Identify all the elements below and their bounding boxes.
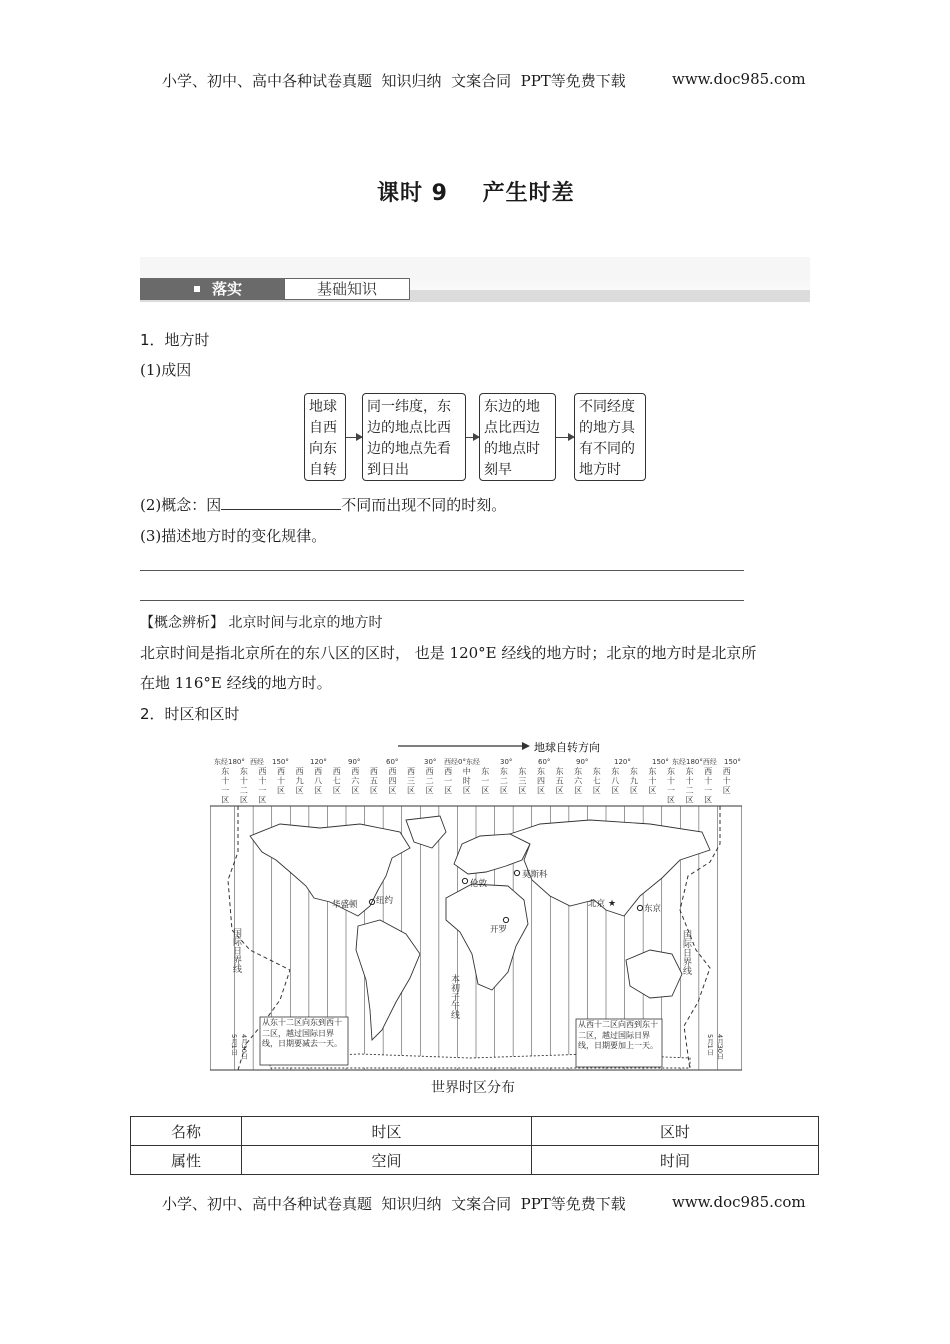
page-footer-right: www.doc985.com — [672, 1193, 806, 1211]
zone-label-char: 西 — [332, 767, 341, 776]
longitude-label: 30° — [424, 758, 437, 766]
zone-label-char: 区 — [722, 786, 731, 795]
world-time-zone-map — [210, 740, 742, 1072]
square-bullet-icon — [194, 286, 200, 292]
right-date-note: 从西十二区向西到东十二区，越过国际日界线，日期要加上一天。 — [578, 1020, 658, 1050]
zone-label-char: 十 — [685, 776, 694, 786]
date-line-label-left: 国际日界线 — [231, 928, 241, 973]
longitude-label: 120° — [310, 758, 327, 766]
zone-label-char: 二 — [685, 786, 694, 795]
zone-label-char: 二 — [499, 776, 508, 786]
longitude-label: 60° — [538, 758, 551, 766]
analysis-heading: 【概念辨析】 北京时间与北京的地方时 — [140, 615, 383, 631]
zone-label-char: 五 — [555, 776, 564, 786]
zone-label-char: 区 — [407, 786, 415, 795]
map-caption: 世界时区分布 — [431, 1080, 515, 1096]
zone-label-char: 区 — [239, 795, 248, 805]
flow-arrow-2 — [466, 437, 479, 438]
zone-label-char: 一 — [444, 776, 453, 786]
zone-label-char: 七 — [332, 776, 341, 786]
zone-label-char: 西 — [425, 767, 434, 776]
zone-label-char: 一 — [481, 776, 490, 786]
zone-label-char: 区 — [277, 786, 285, 795]
zone-label-char: 十 — [239, 776, 248, 786]
zone-label-char: 时 — [462, 776, 471, 786]
city-london: 伦敦 — [470, 879, 488, 889]
zone-label-char: 四 — [537, 776, 545, 786]
zone-label-char: 区 — [332, 786, 341, 795]
zone-label-char: 东 — [611, 767, 620, 776]
longitude-label: 90° — [348, 758, 361, 766]
table-cell: 时区 — [242, 1117, 532, 1146]
zone-label-char: 西 — [722, 767, 731, 776]
left-date-apr30: 4月30日 — [240, 1034, 248, 1060]
zone-label-char: 区 — [592, 786, 601, 795]
analysis-line-2: 在地 116°E 经线的地方时。 — [140, 674, 332, 692]
flow-box-3-line: 的地点时 — [484, 441, 540, 457]
zone-label-char: 区 — [555, 786, 564, 795]
concept-blank[interactable] — [221, 495, 341, 510]
section2-heading: 2．时区和区时 — [140, 705, 240, 723]
city-cairo: 开罗 — [490, 925, 508, 935]
longitude-label: 150° — [724, 758, 741, 766]
zone-label-char: 西 — [704, 767, 713, 776]
zone-label-char: 中 — [462, 767, 471, 776]
zone-label-char: 三 — [407, 776, 415, 786]
longitude-label: 120° — [614, 758, 631, 766]
zone-label-char: 区 — [221, 795, 230, 805]
flow-box-1-line: 地球 — [309, 399, 337, 415]
answer-line-2[interactable] — [140, 600, 744, 601]
concept-line — [140, 494, 506, 515]
zone-label-char: 西 — [407, 767, 415, 776]
zone-label-char: 区 — [444, 786, 453, 795]
zone-label-char: 东 — [221, 767, 230, 776]
describe-label: (3)描述地方时的变化规律。 — [140, 527, 327, 545]
section1-heading: 1．地方时 — [140, 331, 210, 349]
zone-label-char: 十 — [722, 776, 731, 786]
zone-label-char: 十 — [221, 776, 230, 786]
flow-box-3 — [479, 393, 556, 481]
left-date-may1: 5月1日 — [230, 1034, 238, 1056]
longitude-label: 东经180° — [214, 758, 245, 766]
zone-label-char: 区 — [295, 786, 304, 795]
flow-box-1-line: 自转 — [309, 462, 337, 478]
zone-label-char: 区 — [574, 786, 583, 795]
zone-label-char: 九 — [629, 776, 638, 786]
flow-arrow-1 — [346, 437, 362, 438]
zone-label-char: 十 — [258, 776, 267, 786]
flow-box-4-line: 有不同的 — [579, 441, 635, 457]
zone-label-char: 区 — [369, 786, 378, 795]
table-cell: 名称 — [131, 1117, 242, 1146]
zone-label-char: 西 — [295, 767, 304, 776]
zone-label-char: 区 — [481, 786, 490, 795]
page-title: 课时 9 产生时差 — [377, 181, 575, 206]
page-header-left: 小学、初中、高中各种试卷真题 知识归纳 文案合同 PPT等免费下载 — [162, 72, 626, 90]
flow-box-2-line: 到日出 — [367, 462, 409, 478]
zone-label-char: 十 — [704, 776, 713, 786]
rotation-direction-label: 地球自转方向 — [534, 741, 600, 754]
zone-label-char: 五 — [369, 776, 378, 786]
longitude-label: 60° — [386, 758, 399, 766]
flow-box-1-line: 向东 — [309, 441, 337, 457]
zone-label-char: 六 — [574, 776, 583, 786]
zone-label-char: 一 — [221, 786, 230, 795]
table-cell: 属性 — [131, 1146, 242, 1175]
zone-label-char: 东 — [555, 767, 564, 776]
zone-label-char: 东 — [537, 767, 545, 776]
zone-label-char: 九 — [295, 776, 304, 786]
longitude-label: 西经 — [250, 758, 264, 766]
zone-label-char: 区 — [537, 786, 545, 795]
longitude-label: 西经0°东经 — [444, 758, 480, 766]
date-line-label-right: 国际日界线 — [681, 930, 691, 975]
flow-box-1 — [304, 393, 346, 481]
zone-label-char: 区 — [667, 795, 675, 805]
zone-label-char: 区 — [314, 786, 323, 795]
zone-label-char: 区 — [351, 786, 360, 795]
page-footer-left: 小学、初中、高中各种试卷真题 知识归纳 文案合同 PPT等免费下载 — [162, 1195, 626, 1213]
zone-label-char: 东 — [499, 767, 508, 776]
zone-label-char: 东 — [481, 767, 490, 776]
longitude-label: 东经180°西经 — [672, 758, 717, 766]
zone-label-char: 八 — [314, 776, 323, 786]
banner-light-label: 基础知识 — [284, 278, 410, 300]
answer-line-1[interactable] — [140, 570, 744, 571]
zone-label-char: 东 — [574, 767, 583, 776]
zone-label-char: 十 — [648, 776, 657, 786]
zone-label-char: 四 — [388, 776, 397, 786]
flow-arrow-3 — [556, 437, 574, 438]
banner-dark-label: 落实 — [212, 280, 243, 298]
zone-label-char: 西 — [314, 767, 323, 776]
flow-box-2-line: 同一纬度，东 — [367, 399, 451, 415]
zone-label-char: 东 — [648, 767, 657, 776]
zone-label-char: 西 — [388, 767, 397, 776]
table-row — [131, 1117, 819, 1146]
city-beijing: 北京 — [588, 899, 606, 909]
zone-label-char: 西 — [369, 767, 378, 776]
zone-label-char: 区 — [685, 795, 694, 805]
analysis-line-1: 北京时间是指北京所在的东八区的区时， 也是 120°E 经线的地方时；北京的地方时是北京所 — [140, 644, 757, 662]
zone-label-char: 西 — [351, 767, 360, 776]
zone-label-char: 一 — [704, 786, 713, 795]
flow-box-3-line: 东边的地 — [484, 399, 540, 415]
flow-box-3-line: 点比西边 — [484, 420, 540, 436]
svg-text:★: ★ — [608, 899, 617, 909]
zone-label-char: 区 — [611, 786, 620, 795]
concept-prefix: (2)概念：因 — [140, 496, 222, 514]
cause-label: (1)成因 — [140, 361, 192, 379]
zone-label-char: 东 — [239, 767, 248, 776]
flow-box-2-line: 边的地点先看 — [367, 441, 451, 457]
zone-label-char: 二 — [239, 786, 248, 795]
zone-label-char: 六 — [351, 776, 360, 786]
zone-label-char: 区 — [648, 786, 657, 795]
table-cell: 区时 — [532, 1117, 819, 1146]
zone-label-char: 区 — [388, 786, 397, 795]
zone-label-char: 三 — [518, 776, 527, 786]
section-banner-dark — [140, 278, 284, 300]
zone-label-char: 西 — [258, 767, 267, 776]
zone-label-char: 西 — [444, 767, 453, 776]
zone-label-char: 区 — [518, 786, 527, 795]
longitude-label: 150° — [272, 758, 289, 766]
prime-meridian-label: 本初子午线 — [449, 974, 459, 1019]
zone-label-char: 十 — [667, 776, 675, 786]
flow-box-2-line: 边的地点比西 — [367, 420, 451, 436]
zone-label-char: 十 — [277, 776, 285, 786]
longitude-label: 30° — [500, 758, 513, 766]
zone-label-char: 东 — [685, 767, 694, 776]
zone-label-char: 一 — [258, 786, 267, 795]
zone-label-char: 八 — [611, 776, 620, 786]
zone-label-char: 东 — [518, 767, 527, 776]
zone-label-char: 东 — [667, 767, 675, 776]
city-tokyo: 东京 — [644, 904, 662, 914]
zone-label-char: 东 — [592, 767, 601, 776]
longitude-label: 150° — [652, 758, 669, 766]
flow-box-3-line: 刻早 — [484, 462, 512, 478]
zone-time-table — [130, 1116, 819, 1175]
zone-label-char: 区 — [425, 786, 434, 795]
right-date-apr30: 4月30日 — [716, 1034, 724, 1060]
zone-label-char: 区 — [704, 795, 713, 805]
flow-box-4-line: 的地方具 — [579, 420, 635, 436]
flow-box-4-line: 地方时 — [579, 462, 621, 478]
city-moscow: 莫斯科 — [522, 870, 548, 880]
page-header-right: www.doc985.com — [672, 70, 806, 88]
city-washington: 华盛顿 — [332, 900, 358, 910]
flow-box-2 — [362, 393, 466, 481]
flow-box-4 — [574, 393, 646, 481]
table-cell: 空间 — [242, 1146, 532, 1175]
zone-label-char: 东 — [629, 767, 638, 776]
concept-suffix: 不同而出现不同的时刻。 — [341, 496, 507, 514]
zone-label-char: 西 — [277, 767, 285, 776]
longitude-label: 90° — [576, 758, 589, 766]
flow-box-4-line: 不同经度 — [579, 399, 635, 415]
table-cell: 时间 — [532, 1146, 819, 1175]
zone-label-char: 七 — [592, 776, 601, 786]
zone-label-char: 区 — [258, 795, 267, 805]
zone-label-char: 二 — [425, 776, 434, 786]
zone-label-char: 一 — [667, 786, 675, 795]
flow-box-1-line: 自西 — [309, 420, 337, 436]
city-newyork: 纽约 — [376, 896, 394, 906]
left-date-note: 从东十二区向东到西十二区，越过国际日界线，日期要减去一天。 — [262, 1018, 342, 1048]
table-row — [131, 1146, 819, 1175]
zone-label-char: 区 — [462, 786, 471, 795]
zone-label-char: 区 — [629, 786, 638, 795]
right-date-may1: 5月1日 — [706, 1034, 714, 1056]
zone-label-char: 区 — [499, 786, 508, 795]
